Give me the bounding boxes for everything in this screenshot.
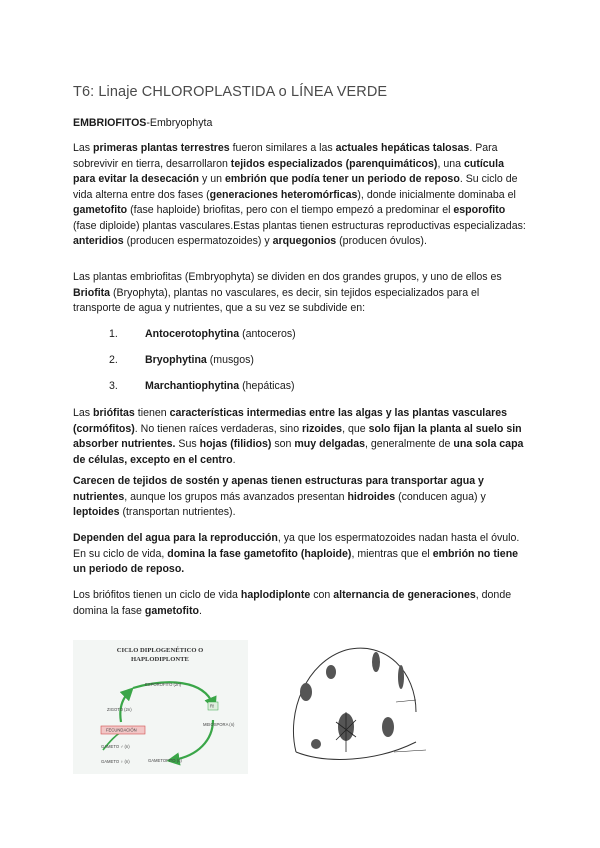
text: (fase diploide) plantas vasculares.Estas plantas tienen estructuras reproductivas especializadas: bbox=[73, 219, 526, 232]
text: . Para sobrevivir en tierra, desarrollaron bbox=[73, 142, 498, 170]
list-note: (antoceros) bbox=[239, 328, 296, 340]
list-name: Bryophytina bbox=[145, 354, 207, 366]
text-bold: haplodiplonte bbox=[240, 589, 311, 601]
text: (transportan nutrientes). bbox=[119, 506, 236, 518]
diagram-title-1: CICLO DIPLOGENÉTICO O bbox=[116, 647, 204, 654]
text: . bbox=[199, 604, 202, 617]
paragraph-1 bbox=[73, 141, 528, 250]
text: (producen espermatozoides) y bbox=[123, 235, 273, 247]
plant-shape bbox=[372, 652, 380, 672]
text: , que bbox=[342, 422, 369, 435]
text: Las plantas embriofitas (Embryophyta) se dividen en dos grandes grupos, y uno de ellos es bbox=[73, 271, 502, 283]
moss-life-cycle-illustration bbox=[276, 632, 431, 772]
text-bold: hidroides bbox=[347, 490, 396, 503]
paragraph-2 bbox=[73, 270, 528, 317]
text-bold: arquegonios bbox=[272, 235, 337, 247]
label-espora: MEIOSPORA (n) bbox=[203, 722, 235, 727]
text: , mientras que el bbox=[351, 547, 433, 560]
section-subtitle: -Embryophyta bbox=[146, 117, 213, 129]
list-item bbox=[109, 379, 295, 393]
text: (conducen agua) y bbox=[395, 490, 486, 503]
text-bold: tejidos especializados (parenquimáticos) bbox=[230, 157, 438, 170]
text-bold: cutícula para evitar la desecación bbox=[73, 157, 504, 185]
list-item bbox=[109, 327, 296, 341]
text-bold: Carecen de tejidos de sostén y apenas tienen estructuras para transportar agua y nutrientes bbox=[73, 475, 484, 503]
text: , una bbox=[437, 157, 464, 170]
text-bold: gametofito bbox=[73, 204, 128, 216]
text-bold: gametofito bbox=[144, 604, 200, 617]
text: (producen óvulos). bbox=[336, 235, 427, 247]
text-bold: Briofita bbox=[73, 286, 111, 299]
section-heading-bold: EMBRIOFITOS bbox=[73, 117, 147, 129]
text: Sus bbox=[175, 438, 200, 450]
text: fueron similares a las bbox=[229, 142, 336, 154]
text: , donde domina la fase bbox=[73, 589, 512, 617]
label-zigoto: ZIGOTO (2n) bbox=[107, 707, 132, 712]
list-note: (musgos) bbox=[206, 354, 254, 366]
text: (fase haploide) briofitas, pero con el tiempo empezó a predominar el bbox=[127, 204, 454, 216]
text: Los briófitos tienen un ciclo de vida bbox=[73, 589, 241, 601]
plant-shape bbox=[311, 739, 321, 749]
text: ), donde inicialmente dominaba el bbox=[357, 188, 516, 201]
plant-shape bbox=[326, 665, 336, 679]
text-bold: actuales hepáticas talosas bbox=[335, 142, 470, 154]
text-bold: alternancia de generaciones bbox=[333, 589, 476, 601]
list-number: 2. bbox=[109, 354, 118, 366]
label-gameto-m: GAMETO ♂ (n) bbox=[101, 744, 130, 749]
text-bold: generaciones heteromórficas bbox=[209, 188, 358, 201]
label-esporofito: ESPOROFITO (2n) bbox=[145, 682, 181, 687]
list-number: 1. bbox=[109, 328, 118, 340]
leader-lines bbox=[394, 700, 426, 752]
text-bold: solo fijan la planta al suelo sin absorber nutrientes. bbox=[73, 422, 522, 450]
label-meiosis: R! bbox=[210, 703, 215, 709]
text: . No tienen raíces verdaderas, sino bbox=[134, 422, 303, 435]
text: . Su ciclo de vida alterna entre dos fases ( bbox=[73, 173, 518, 201]
label-gameto-f: GAMETO ♀ (n) bbox=[101, 759, 130, 764]
list-number: 3. bbox=[109, 380, 118, 392]
text: son bbox=[271, 438, 295, 450]
plant-shape bbox=[382, 717, 394, 737]
text: y un bbox=[199, 173, 225, 185]
plant-shape bbox=[398, 665, 404, 689]
text-bold: embrión no tiene un periodo de reposo. bbox=[73, 547, 519, 575]
text: (Bryophyta), plantas no vasculares, es decir, sin tejidos especializados para el transporte de agua y nutrientes, que a su vez se subdivide en: bbox=[73, 286, 480, 314]
text-bold: embrión que podía tener un periodo de reposo bbox=[224, 173, 460, 185]
text-bold: domina la fase gametofito (haploide) bbox=[167, 547, 352, 560]
text-bold: esporofito bbox=[453, 204, 506, 216]
text: , aunque los grupos más avanzados presentan bbox=[124, 490, 348, 503]
section-heading bbox=[73, 116, 528, 132]
text-bold: anteridios bbox=[73, 235, 124, 247]
list-note: (hepáticas) bbox=[239, 380, 295, 392]
text-bold: hojas (filidios) bbox=[199, 438, 272, 450]
text: . bbox=[232, 453, 236, 466]
page-title: T6: Linaje CHLOROPLASTIDA o LÍNEA VERDE bbox=[73, 84, 388, 100]
text-bold: rizoides bbox=[302, 422, 343, 435]
text: con bbox=[310, 589, 334, 601]
plant-shape bbox=[300, 683, 312, 701]
paragraph-4 bbox=[73, 474, 528, 521]
text-bold: leptoides bbox=[73, 506, 120, 518]
text-bold: primeras plantas terrestres bbox=[93, 142, 230, 154]
diagram-title-2: HAPLODIPLONTE bbox=[131, 656, 189, 663]
life-cycle-diagram bbox=[73, 640, 248, 774]
paragraph-6 bbox=[73, 588, 528, 619]
text: , generalmente de bbox=[365, 438, 454, 450]
label-gametofito: GAMETOFITO (n) bbox=[148, 758, 182, 763]
paragraph-3 bbox=[73, 406, 528, 468]
text: tienen bbox=[134, 407, 170, 419]
label-fecundacion: FECUNDACIÓN bbox=[106, 727, 137, 733]
text: Las bbox=[73, 407, 94, 419]
moss-illustration-svg bbox=[276, 632, 431, 772]
text-bold: características intermedias entre las algas y las plantas vasculares (cormófitos) bbox=[73, 407, 508, 435]
paragraph-5 bbox=[73, 531, 528, 578]
text: , ya que los espermatozoides nadan hasta el óvulo. En su ciclo de vida, bbox=[73, 532, 520, 560]
list-name: Marchantiophytina bbox=[145, 380, 240, 392]
text-bold: briófitas bbox=[93, 407, 135, 419]
text: Las bbox=[73, 142, 94, 154]
text-bold: muy delgadas bbox=[294, 438, 366, 450]
text-bold: una sola capa de células, excepto en el centro bbox=[73, 438, 524, 466]
life-cycle-svg bbox=[73, 640, 248, 774]
list-name: Antocerotophytina bbox=[145, 328, 240, 340]
list-item bbox=[109, 353, 254, 367]
text-bold: Dependen del agua para la reproducción bbox=[73, 532, 278, 544]
